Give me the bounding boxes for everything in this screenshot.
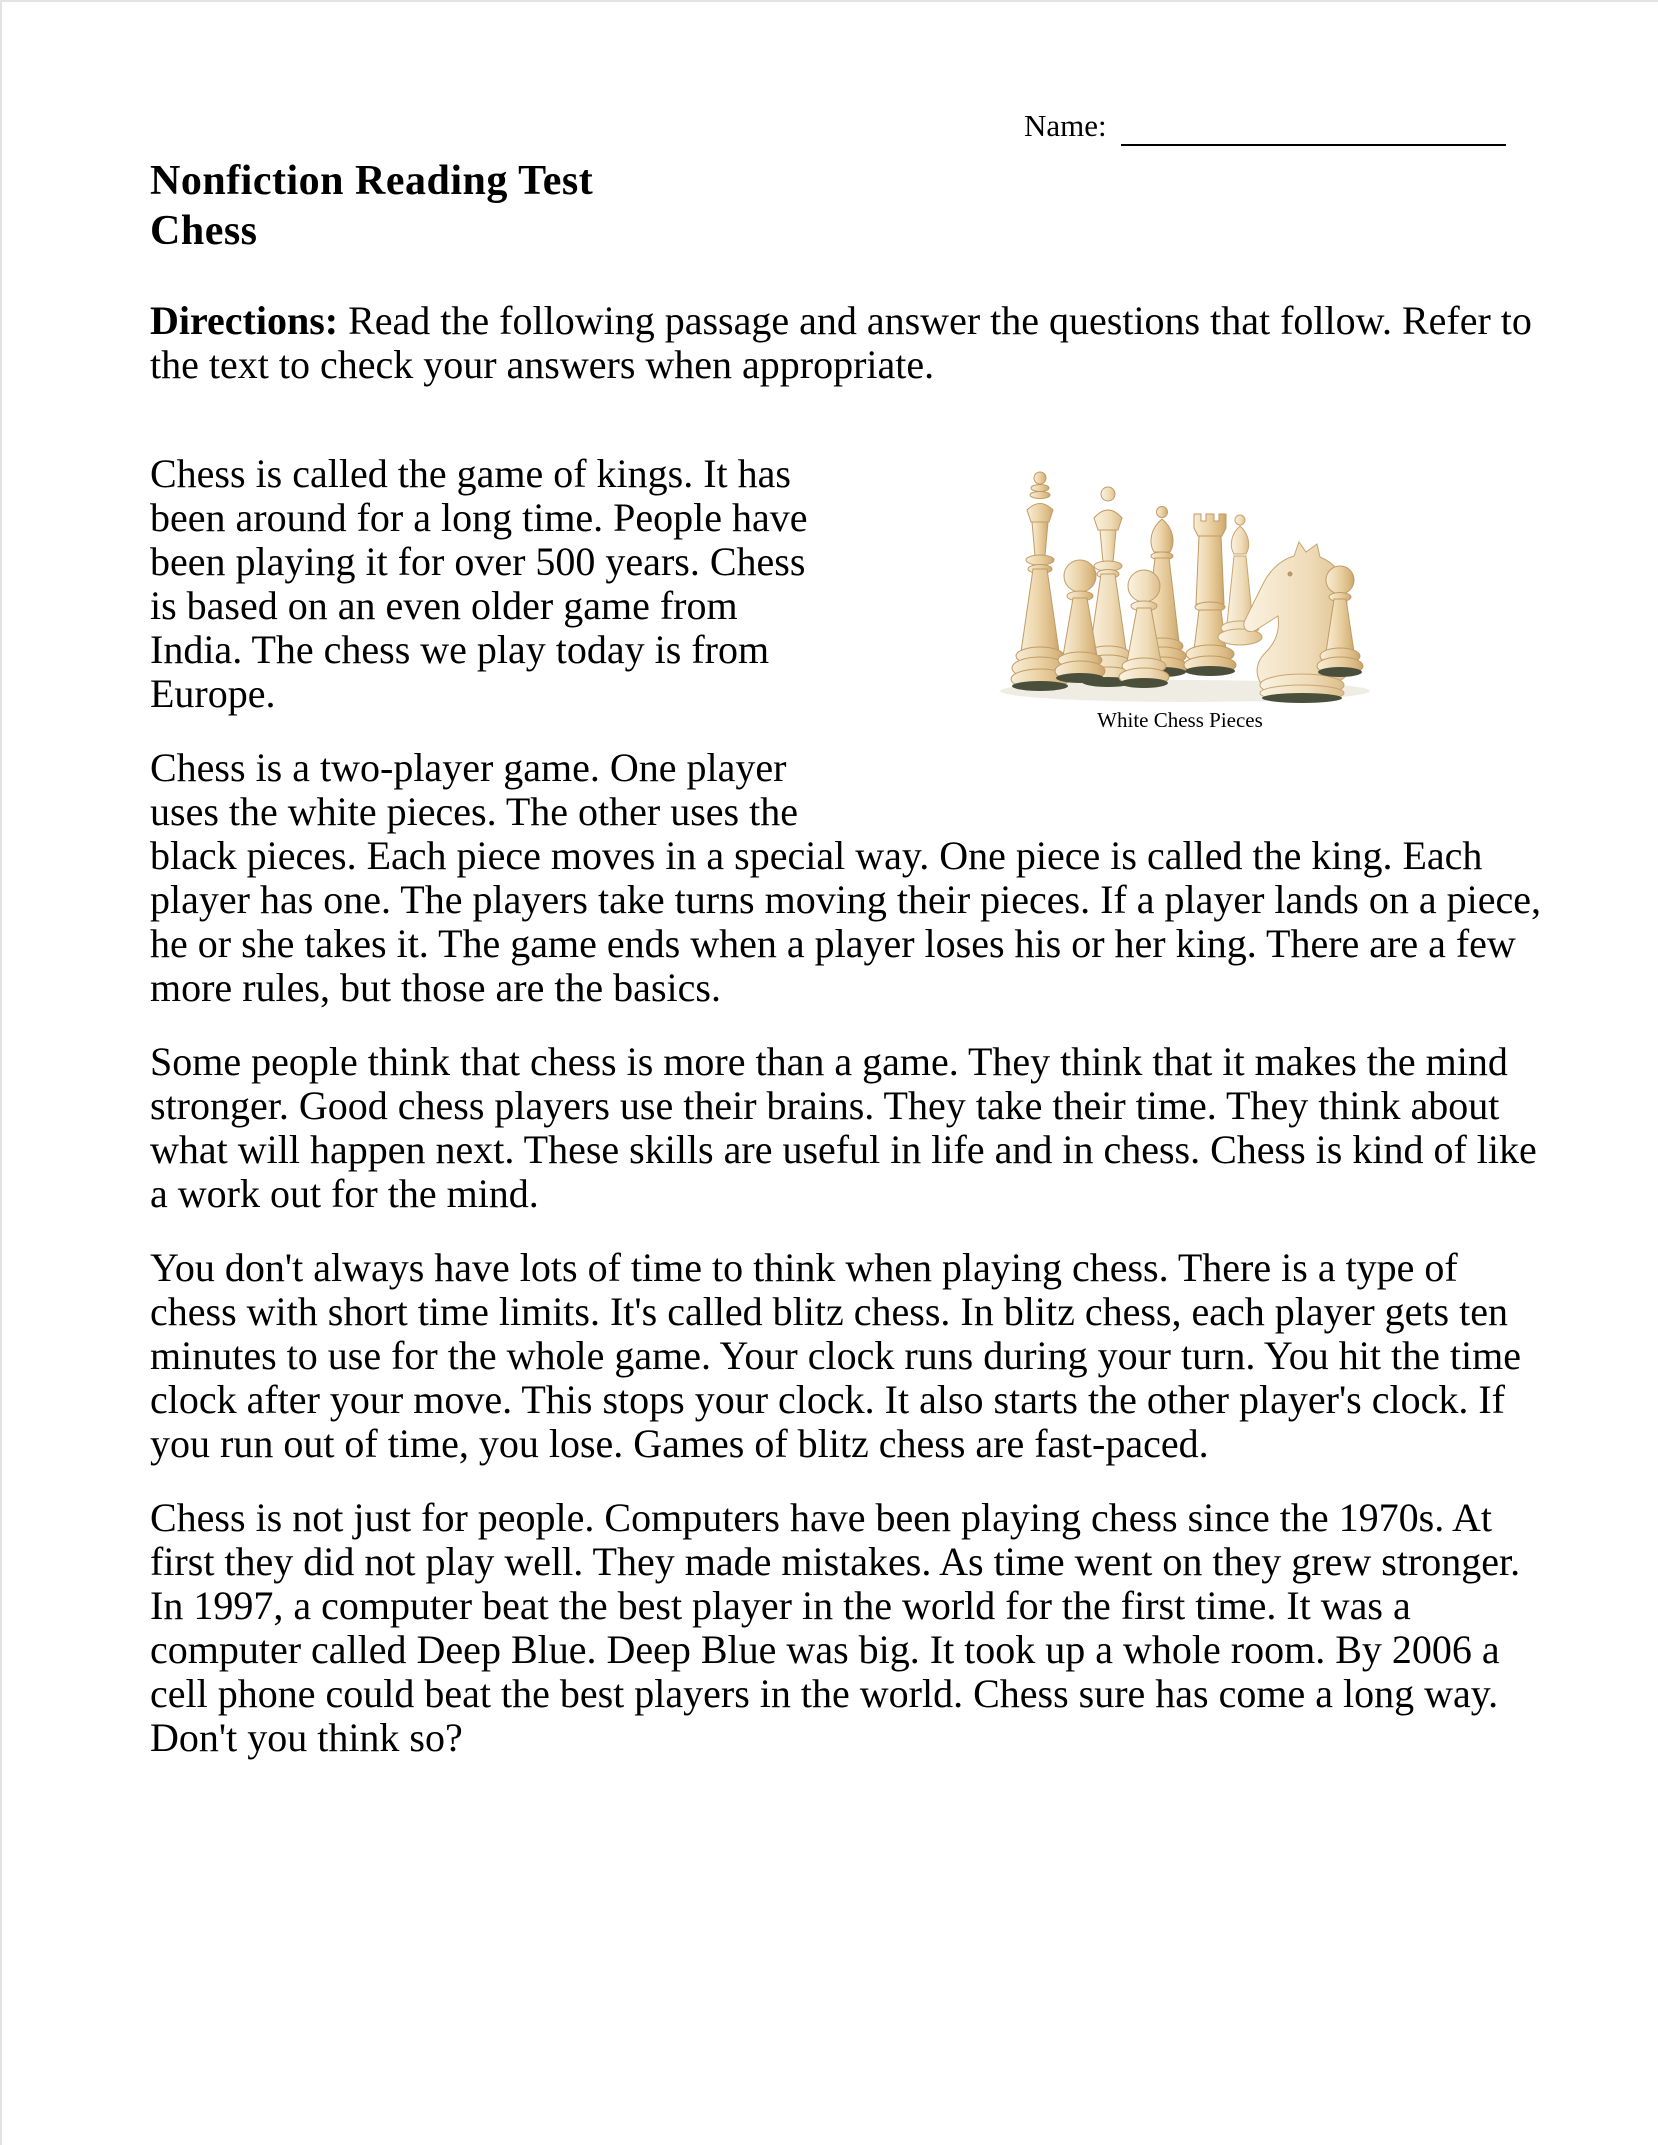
rook-piece [1184, 514, 1236, 676]
figure-caption: White Chess Pieces [1097, 708, 1263, 732]
chess-figure-inner [990, 464, 1370, 734]
paragraph-5: Chess is not just for people. Computers have been playing chess since the 1970s. At first they did not play well. They made mistakes. As time went on they grew stronger. In 1997, a computer beat the best player in the world for the first time. It was a computer called Deep Blue. Deep Blue was big. It took up a whole room. By 2006 a cell phone could beat the best players in the world. Chess sure has come a long way. Don't you think so? [150, 1495, 1521, 1760]
paragraph-1: Chess is called the game of kings. It has been around for a long time. People have been playing it for over 500 years. Chess is based on an even older game from India. The chess we play today is from Europe. [150, 451, 808, 716]
chess-figure [828, 452, 1550, 734]
name-label: Name: [1024, 108, 1107, 143]
name-blank-line [1121, 110, 1506, 146]
paragraph-3: Some people think that chess is more than a game. They think that it makes the mind stronger. Good chess players use their brains. They take their time. They think about what will happen next. These skills are useful in life and in chess. Chess is kind of like a work out for the mind. [150, 1039, 1537, 1216]
paragraph-2: Chess is a two-player game. One player uses the white pieces. The other uses the black pieces. Each piece moves in a special way. One piece is called the king. Each player has one. The players take turns moving their pieces. If a player lands on a piece, he or she takes it. The game ends when a player loses his or her king. There are a few more rules, but those are the basics. [150, 745, 1541, 1010]
title-block [150, 156, 1550, 256]
directions-paragraph [150, 299, 1550, 387]
page-title: Nonfiction Reading Test [150, 158, 594, 204]
page-subtitle: Chess [150, 208, 258, 254]
directions-text: Read the following passage and answer the questions that follow. Refer to the text to check your answers when appropriate. [150, 298, 1532, 387]
name-row [1024, 106, 1550, 146]
paragraph-4: You don't always have lots of time to think when playing chess. There is a type of chess with short time limits. It's called blitz chess. In blitz chess, each player gets ten minutes to use for the whole game. Your clock runs during your turn. You hit the time clock after your move. This stops your clock. It also starts the other player's clock. If you run out of time, you lose. Games of blitz chess are fast-paced. [150, 1245, 1521, 1466]
white-chess-pieces-image [990, 464, 1370, 704]
directions-label: Directions: [150, 298, 339, 343]
